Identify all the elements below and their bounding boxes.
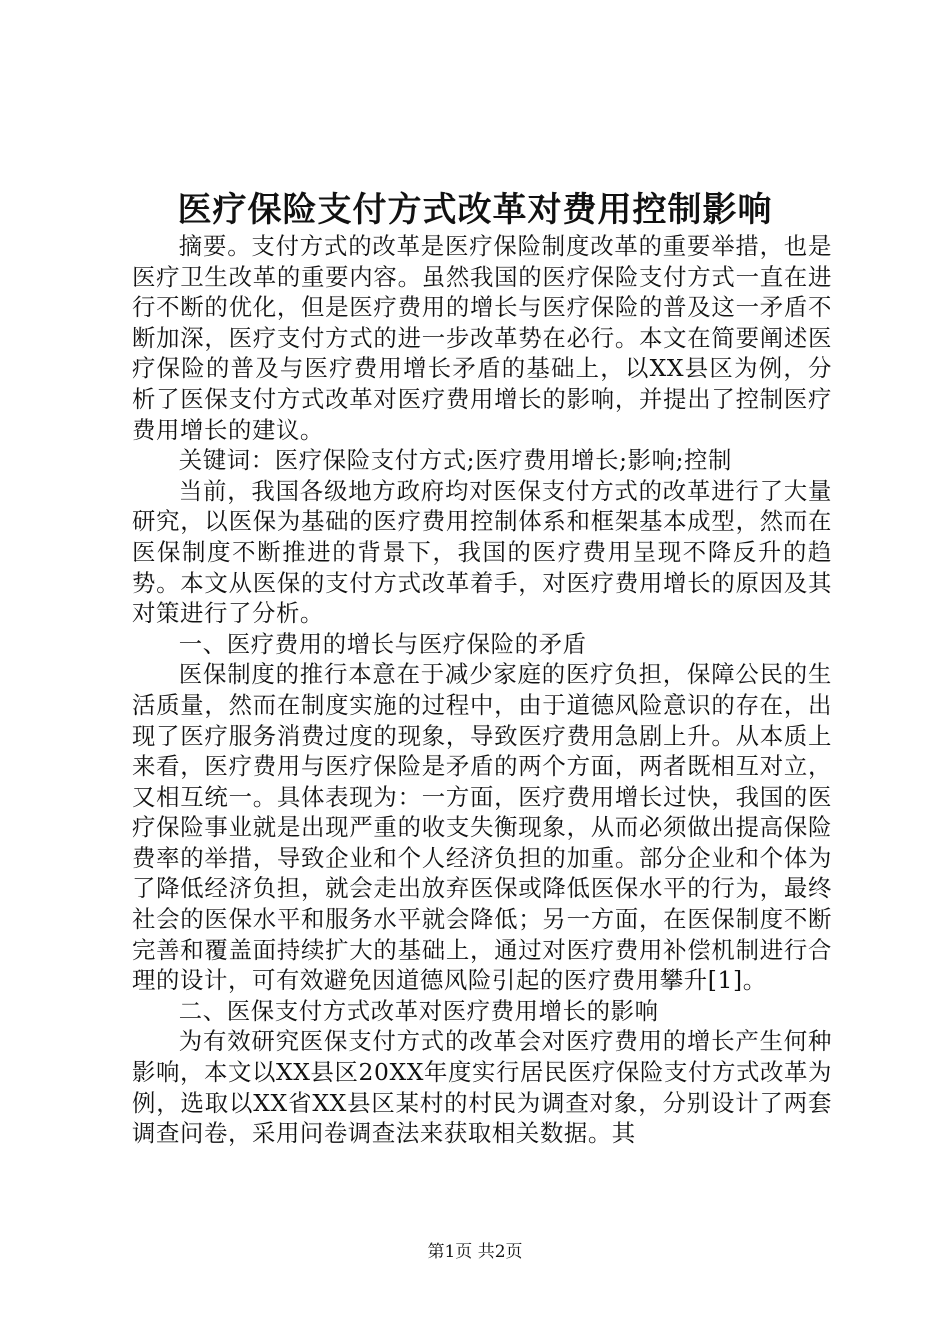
section-2-paragraph: 为有效研究医保支付方式的改革会对医疗费用的增长产生何种影响，本文以XX县区20XX年度实行居民医疗保险支付方式改革为例，选取以XX省XX县区某村的村民为调查对象，分别设计了两套调查问卷，采用问卷调查法来获取相关数据。其 (132, 1027, 832, 1148)
page-footer: 第1页 共2页 (427, 1242, 523, 1262)
document-title: 医疗保险支付方式改革对费用控制影响 (177, 190, 773, 230)
section-heading-2: 二、医保支付方式改革对医疗费用增长的影响 (178, 996, 659, 1025)
document-body (132, 231, 832, 1149)
keywords-paragraph: 关键词：医疗保险支付方式;医疗费用增长;影响;控制 (178, 446, 733, 475)
section-1-paragraph: 医保制度的推行本意在于减少家庭的医疗负担，保障公民的生活质量，然而在制度实施的过程中，由于道德风险意识的存在，出现了医疗服务消费过度的现象，导致医疗费用急剧上升。从本质上来看，医疗费用与医疗保险是矛盾的两个方面，两者既相互对立，又相互统一。具体表现为：一方面，医疗费用增长过快，我国的医疗保险事业就是出现严重的收支失衡现象，从而必须做出提高保险费率的举措，导致企业和个人经济负担的加重。部分企业和个体为了降低经济负担，就会走出放弃医保或降低医保水平的行为，最终社会的医保水平和服务水平就会降低；另一方面，在医保制度不断完善和覆盖面持续扩大的基础上，通过对医疗费用补偿机制进行合理的设计，可有效避免因道德风险引起的医疗费用攀升[1]。 (132, 660, 832, 995)
abstract-paragraph: 摘要。支付方式的改革是医疗保险制度改革的重要举措，也是医疗卫生改革的重要内容。虽然我国的医疗保险支付方式一直在进行不断的优化，但是医疗费用的增长与医疗保险的普及这一矛盾不断加深，医疗支付方式的进一步改革势在必行。本文在简要阐述医疗保险的普及与医疗费用增长矛盾的基础上，以XX县区为例，分析了医保支付方式改革对医疗费用增长的影响，并提出了控制医疗费用增长的建议。 (132, 232, 832, 444)
section-heading-1: 一、医疗费用的增长与医疗保险的矛盾 (178, 629, 587, 658)
intro-paragraph: 当前，我国各级地方政府均对医保支付方式的改革进行了大量研究，以医保为基础的医疗费用控制体系和框架基本成型，然而在医保制度不断推进的背景下，我国的医疗费用呈现不降反升的趋势。本文从医保的支付方式改革着手，对医疗费用增长的原因及其对策进行了分析。 (132, 476, 832, 628)
